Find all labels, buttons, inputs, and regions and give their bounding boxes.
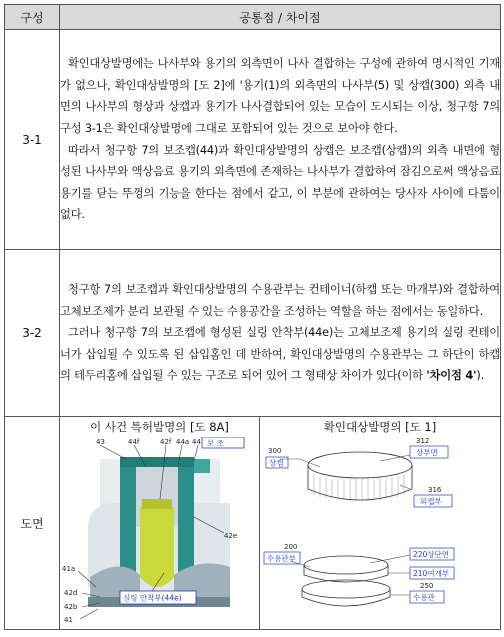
paragraph-text: 그러나 청구항 7의 보조캡에 형성된 실링 안착부(44e)는 고체보조제 용기의 실링 컨테이너가 삽입될 수 있도록 된 삽입홈인 데 반하여, 확인대상발명의 수용관부는 그 하단이 하캡의 테두리홈에 삽입될 수 있는 구조로 되어 있어 그 형태상 차이가 있다(이하	[60, 326, 501, 383]
ref-316: 316	[428, 486, 442, 494]
ref-42e: 42e	[224, 532, 238, 540]
label-opening: 210여개부	[413, 569, 450, 578]
label-receiving-tube: 수용관부	[267, 554, 296, 563]
ref-44a: 44a	[176, 438, 190, 446]
row-label-3-1: 3-1	[5, 30, 60, 250]
header-component: 구성	[5, 5, 60, 30]
paragraph: 확인대상발명에는 나사부와 용기의 외측면이 나사 결합하는 구성에 관하여 명시적인 기재가 없으나, 확인대상발명의 [도 2]에 '용기(1)의 외측면의 나사부(5) 및 상캡(300) 외측 내면의 나사부의 형상과 상캡과 용기가 나사결합되어 있는 모습이 도시되는 이상, 청구항 7의 구성 3-1은 확인대상발명에 그대로 포함되어 있는 것으로 보아야 한다.	[60, 57, 501, 135]
label-outer-cap: 외캡부	[420, 497, 442, 506]
row-text-3-2	[60, 250, 501, 417]
paragraph	[60, 322, 500, 387]
label-top-face: 220상단면	[413, 550, 450, 559]
ref-42d: 42d	[64, 589, 78, 597]
paragraph: 따라서 청구항 7의 보조캡(44)과 확인대상발명의 상캡은 보조캡(상캡)의 외측 내면에 형성된 나사부와 액상음료 용기의 외측면에 존재하는 나사부가 결합하여 잠김으로써 액상음료 용기를 닫는 뚜껑의 기능을 한다는 점에서 같고, 이 부분에 관하여는 당사자 사이에 다툼이 없다.	[60, 143, 501, 222]
label-top-surface: 상부면	[416, 448, 438, 457]
paragraph: 청구항 7의 보조캡과 확인대상발명의 수용관부는 컨테이너(하캡 또는 마개부)와 결합하여 고체보조제가 분리 보관될 수 있는 수용공간을 조성하는 역할을 하는 점에서는 동일하다.	[60, 283, 501, 318]
paragraph-tail: ).	[476, 369, 484, 383]
target-figure-1	[260, 437, 499, 625]
patent-figure-title: 이 사건 특허발명의 [도 8A]	[90, 420, 229, 434]
ref-44: 44	[192, 438, 201, 446]
difference-label: '차이점 4'	[426, 369, 477, 383]
target-figure-cell	[260, 417, 501, 630]
callout-auxiliary-cap: 보 조	[207, 438, 224, 448]
patent-figure-8a	[60, 437, 258, 625]
ref-42f: 42f	[160, 438, 172, 446]
row-label-3-2: 3-2	[5, 250, 60, 417]
ref-200: 200	[284, 543, 298, 551]
ref-41: 41	[64, 616, 73, 624]
ref-250: 250	[420, 582, 434, 590]
label-upper-cap: 상캡	[269, 458, 284, 468]
patent-figure-cell	[60, 417, 260, 630]
ref-300: 300	[268, 447, 282, 455]
comparison-table	[4, 4, 501, 630]
ref-41a: 41a	[62, 565, 76, 573]
target-figure-title: 확인대상발명의 [도 1]	[323, 420, 437, 434]
ref-43: 43	[96, 438, 105, 446]
header-comparison: 공통점 / 차이점	[60, 5, 501, 30]
row-label-drawing: 도면	[5, 417, 60, 630]
callout-sealing-seat: 실링 안착부(44e)	[123, 593, 182, 603]
ref-312: 312	[416, 437, 430, 445]
ref-42b: 42b	[64, 603, 78, 611]
ref-44f: 44f	[128, 438, 140, 446]
row-text-3-1	[60, 30, 501, 250]
label-receiving-pipe: 수용관	[413, 593, 435, 602]
